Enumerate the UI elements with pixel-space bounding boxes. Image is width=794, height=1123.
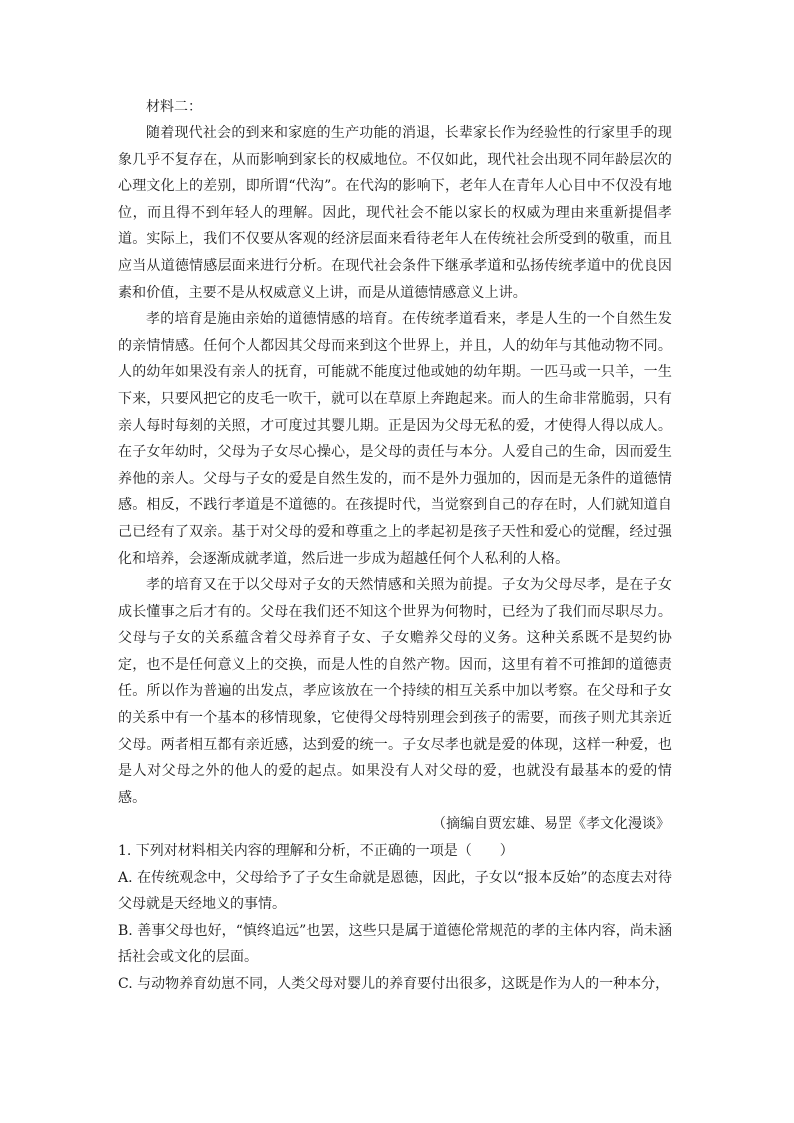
material-paragraph-1: 随着现代社会的到来和家庭的生产功能的消退，长辈家长作为经验性的行家里手的现象几乎不复存在，从而影响到家长的权威地位。不仅如此，现代社会出现不同年龄层次的心理文化上的差别，即所谓“代沟”。在代沟的影响下，老年人在青年人心目中不仅没有地位，而且得不到年轻人的理解。因此，现代社会不能以家长的权威为理由来重新提倡孝道。实际上，我们不仅要从客观的经济层面来看待老年人在传统社会所受到的敬重，而且应当从道德情感层面来进行分析。在现代社会条件下继承孝道和弘扬传统孝道中的优良因素和价值，主要不是从权威意义上讲，而是从道德情感意义上讲。 <box>118 125 672 301</box>
question-stem: 1. 下列对材料相关内容的理解和分析，不正确的一项是（ ） <box>118 843 514 860</box>
option-c: C. 与动物养育幼崽不同，人类父母对婴儿的养育要付出很多，这既是作为人的一种本分， <box>118 976 670 992</box>
material-source: （摘编自贾宏雄、易罡《孝文化漫谈》 <box>432 816 670 833</box>
option-a: A. 在传统观念中，父母给予了子女生命就是恩德，因此，子女以“报本反始”的态度去对待父母就是天经地义的事情。 <box>118 869 672 913</box>
material-paragraph-2: 孝的培育是施由亲始的道德情感的培育。在传统孝道看来，孝是人生的一个自然生发的亲情情感。任何个人都因其父母而来到这个世界上，并且，人的幼年与其他动物不同。人的幼年如果没有亲人的抚育，可能就不能度过他或她的幼年期。一匹马或一只羊，一生下来，只要风把它的皮毛一吹干，就可以在草原上奔跑起来。而人的生命非常脆弱，只有亲人每时每刻的关照，才可度过其婴儿期。正是因为父母无私的爱，才使得人得以成人。在子女年幼时，父母为子女尽心操心，是父母的责任与本分。人爱自己的生命，因而爱生养他的亲人。父母与子女的爱是自然生发的，而不是外力强加的，因而是无条件的道德情感。相反，不践行孝道是不道德的。在孩提时代，当觉察到自己的存在时，人们就知道自己已经有了双亲。基于对父母的爱和尊重之上的孝起初是孩子天性和爱心的觉醒，经过强化和培养，会逐渐成就孝道，然后进一步成为超越任何个人私利的人格。 <box>118 311 672 567</box>
material-paragraph-3: 孝的培育又在于以父母对子女的天然情感和关照为前提。子女为父母尽孝，是在子女成长懂事之后才有的。父母在我们还不知这个世界为何物时，已经为了我们而尽职尽力。父母与子女的关系蕴含着父母养育子女、子女赡养父母的义务。这种关系既不是契约协定，也不是任何意义上的交换，而是人性的自然产物。因而，这里有着不可推卸的道德责任。所以作为普遍的出发点，孝应该放在一个持续的相互关系中加以考察。在父母和子女的关系中有一个基本的移情现象，它使得父母特别理会到孩子的需要，而孩子则尤其亲近父母。两者相互都有亲近感，达到爱的统一。子女尽孝也就是爱的体现，这样一种爱，也是人对父母之外的他人的爱的起点。如果没有人对父母的爱，也就没有最基本的爱的情感。 <box>118 577 672 806</box>
material-heading: 材料二： <box>146 99 202 115</box>
option-b: B. 善事父母也好，“慎终追远”也罢，这些只是属于道德伦常规范的孝的主体内容，尚未涵括社会或文化的层面。 <box>118 922 672 966</box>
